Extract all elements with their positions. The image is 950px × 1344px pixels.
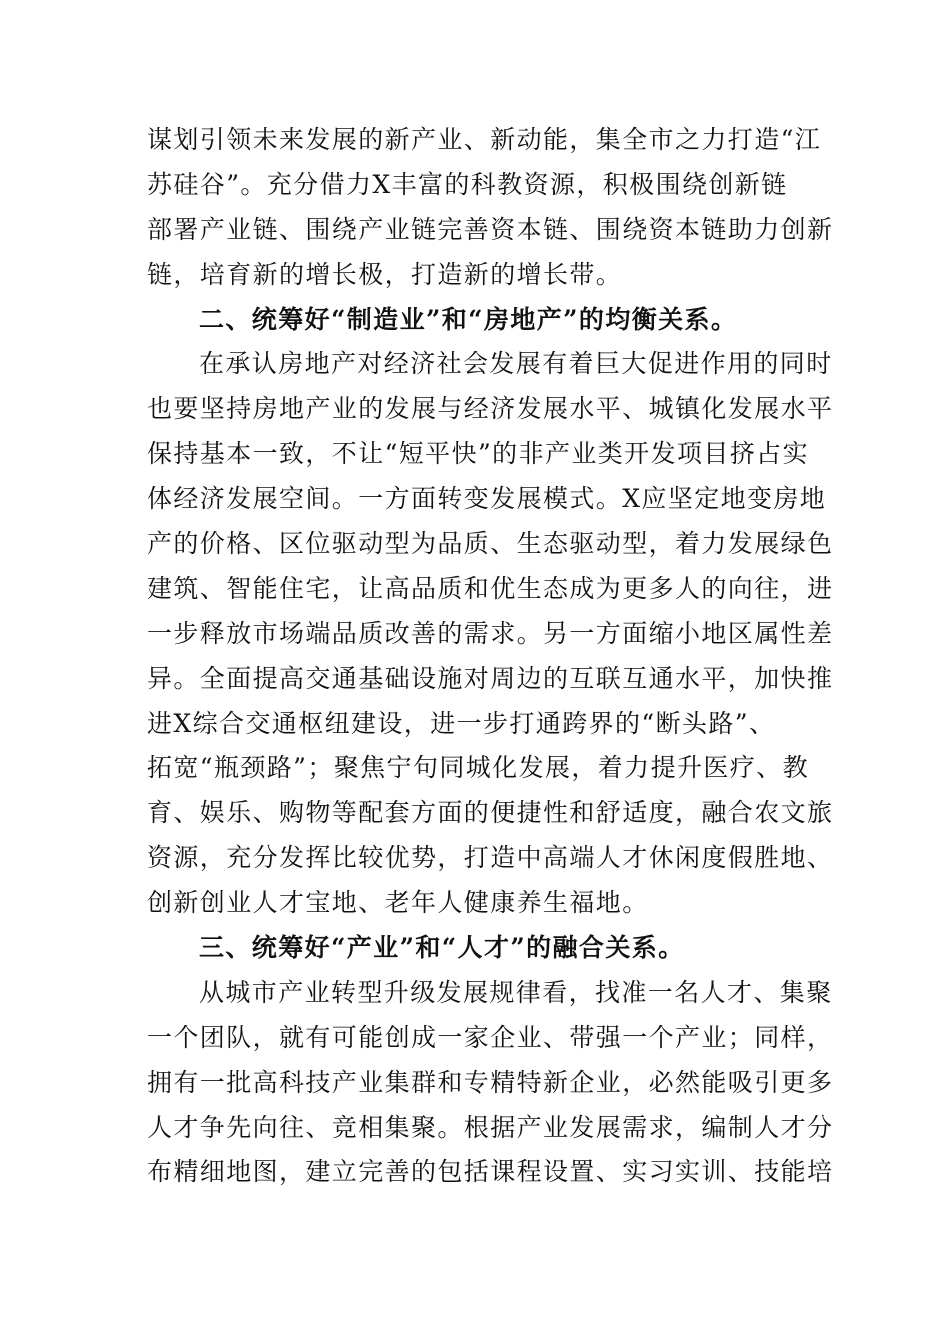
paragraph-line: 产的价格、区位驱动型为品质、生态驱动型，着力发展绿色 bbox=[147, 529, 834, 559]
paragraph-line: 创新创业人才宝地、老年人健康养生福地。 bbox=[147, 888, 649, 918]
paragraph-line: 从城市产业转型升级发展规律看，找准一名人才、集聚 bbox=[199, 977, 833, 1007]
paragraph-line: 在承认房地产对经济社会发展有着巨大促进作用的同时 bbox=[199, 349, 833, 379]
paragraph-line: 人才争先向往、竞相集聚。根据产业发展需求，编制人才分 bbox=[147, 1112, 834, 1142]
section-heading: 二、统筹好“制造业”和“房地产”的均衡关系。 bbox=[199, 304, 738, 334]
paragraph-line: 资源，充分发挥比较优势，打造中高端人才休闲度假胜地、 bbox=[147, 843, 834, 873]
paragraph-line: 链，培育新的增长极，打造新的增长带。 bbox=[147, 259, 623, 289]
paragraph-line: 建筑、智能住宅，让高品质和优生态成为更多人的向往，进 bbox=[147, 573, 834, 603]
paragraph-line: 异。全面提高交通基础设施对周边的互联互通水平，加快推 bbox=[147, 663, 834, 693]
paragraph-line: 部署产业链、围绕产业链完善资本链、围绕资本链助力创新 bbox=[147, 214, 834, 244]
paragraph-line: 拥有一批高科技产业集群和专精特新企业，必然能吸引更多 bbox=[147, 1067, 834, 1097]
paragraph-line: 谋划引领未来发展的新产业、新动能，集全市之力打造“江 bbox=[147, 125, 822, 154]
paragraph-line: 苏硅谷”。充分借力X丰富的科教资源，积极围绕创新链 bbox=[147, 169, 788, 199]
paragraph-line: 一个团队，就有可能创成一家企业、带强一个产业；同样， bbox=[147, 1022, 834, 1052]
section-heading: 三、统筹好“产业”和“人才”的融合关系。 bbox=[199, 933, 685, 963]
paragraph-line: 一步释放市场端品质改善的需求。另一方面缩小地区属性差 bbox=[147, 618, 834, 648]
paragraph-line: 育、娱乐、购物等配套方面的便捷性和舒适度，融合农文旅 bbox=[147, 798, 834, 828]
paragraph-line: 布精细地图，建立完善的包括课程设置、实习实训、技能培 bbox=[147, 1157, 834, 1187]
paragraph-line: 进X综合交通枢纽建设，进一步打通跨界的“断头路”、 bbox=[147, 708, 776, 738]
paragraph-line: 也要坚持房地产业的发展与经济发展水平、城镇化发展水平 bbox=[147, 394, 834, 424]
paragraph-line: 体经济发展空间。一方面转变发展模式。X应坚定地变房地 bbox=[147, 484, 827, 514]
paragraph-line: 拓宽“瓶颈路”；聚焦宁句同城化发展，着力提升医疗、教 bbox=[147, 753, 809, 783]
paragraph-line: 保持基本一致，不让“短平快”的非产业类开发项目挤占实 bbox=[147, 439, 809, 469]
document-body bbox=[147, 118, 834, 1195]
